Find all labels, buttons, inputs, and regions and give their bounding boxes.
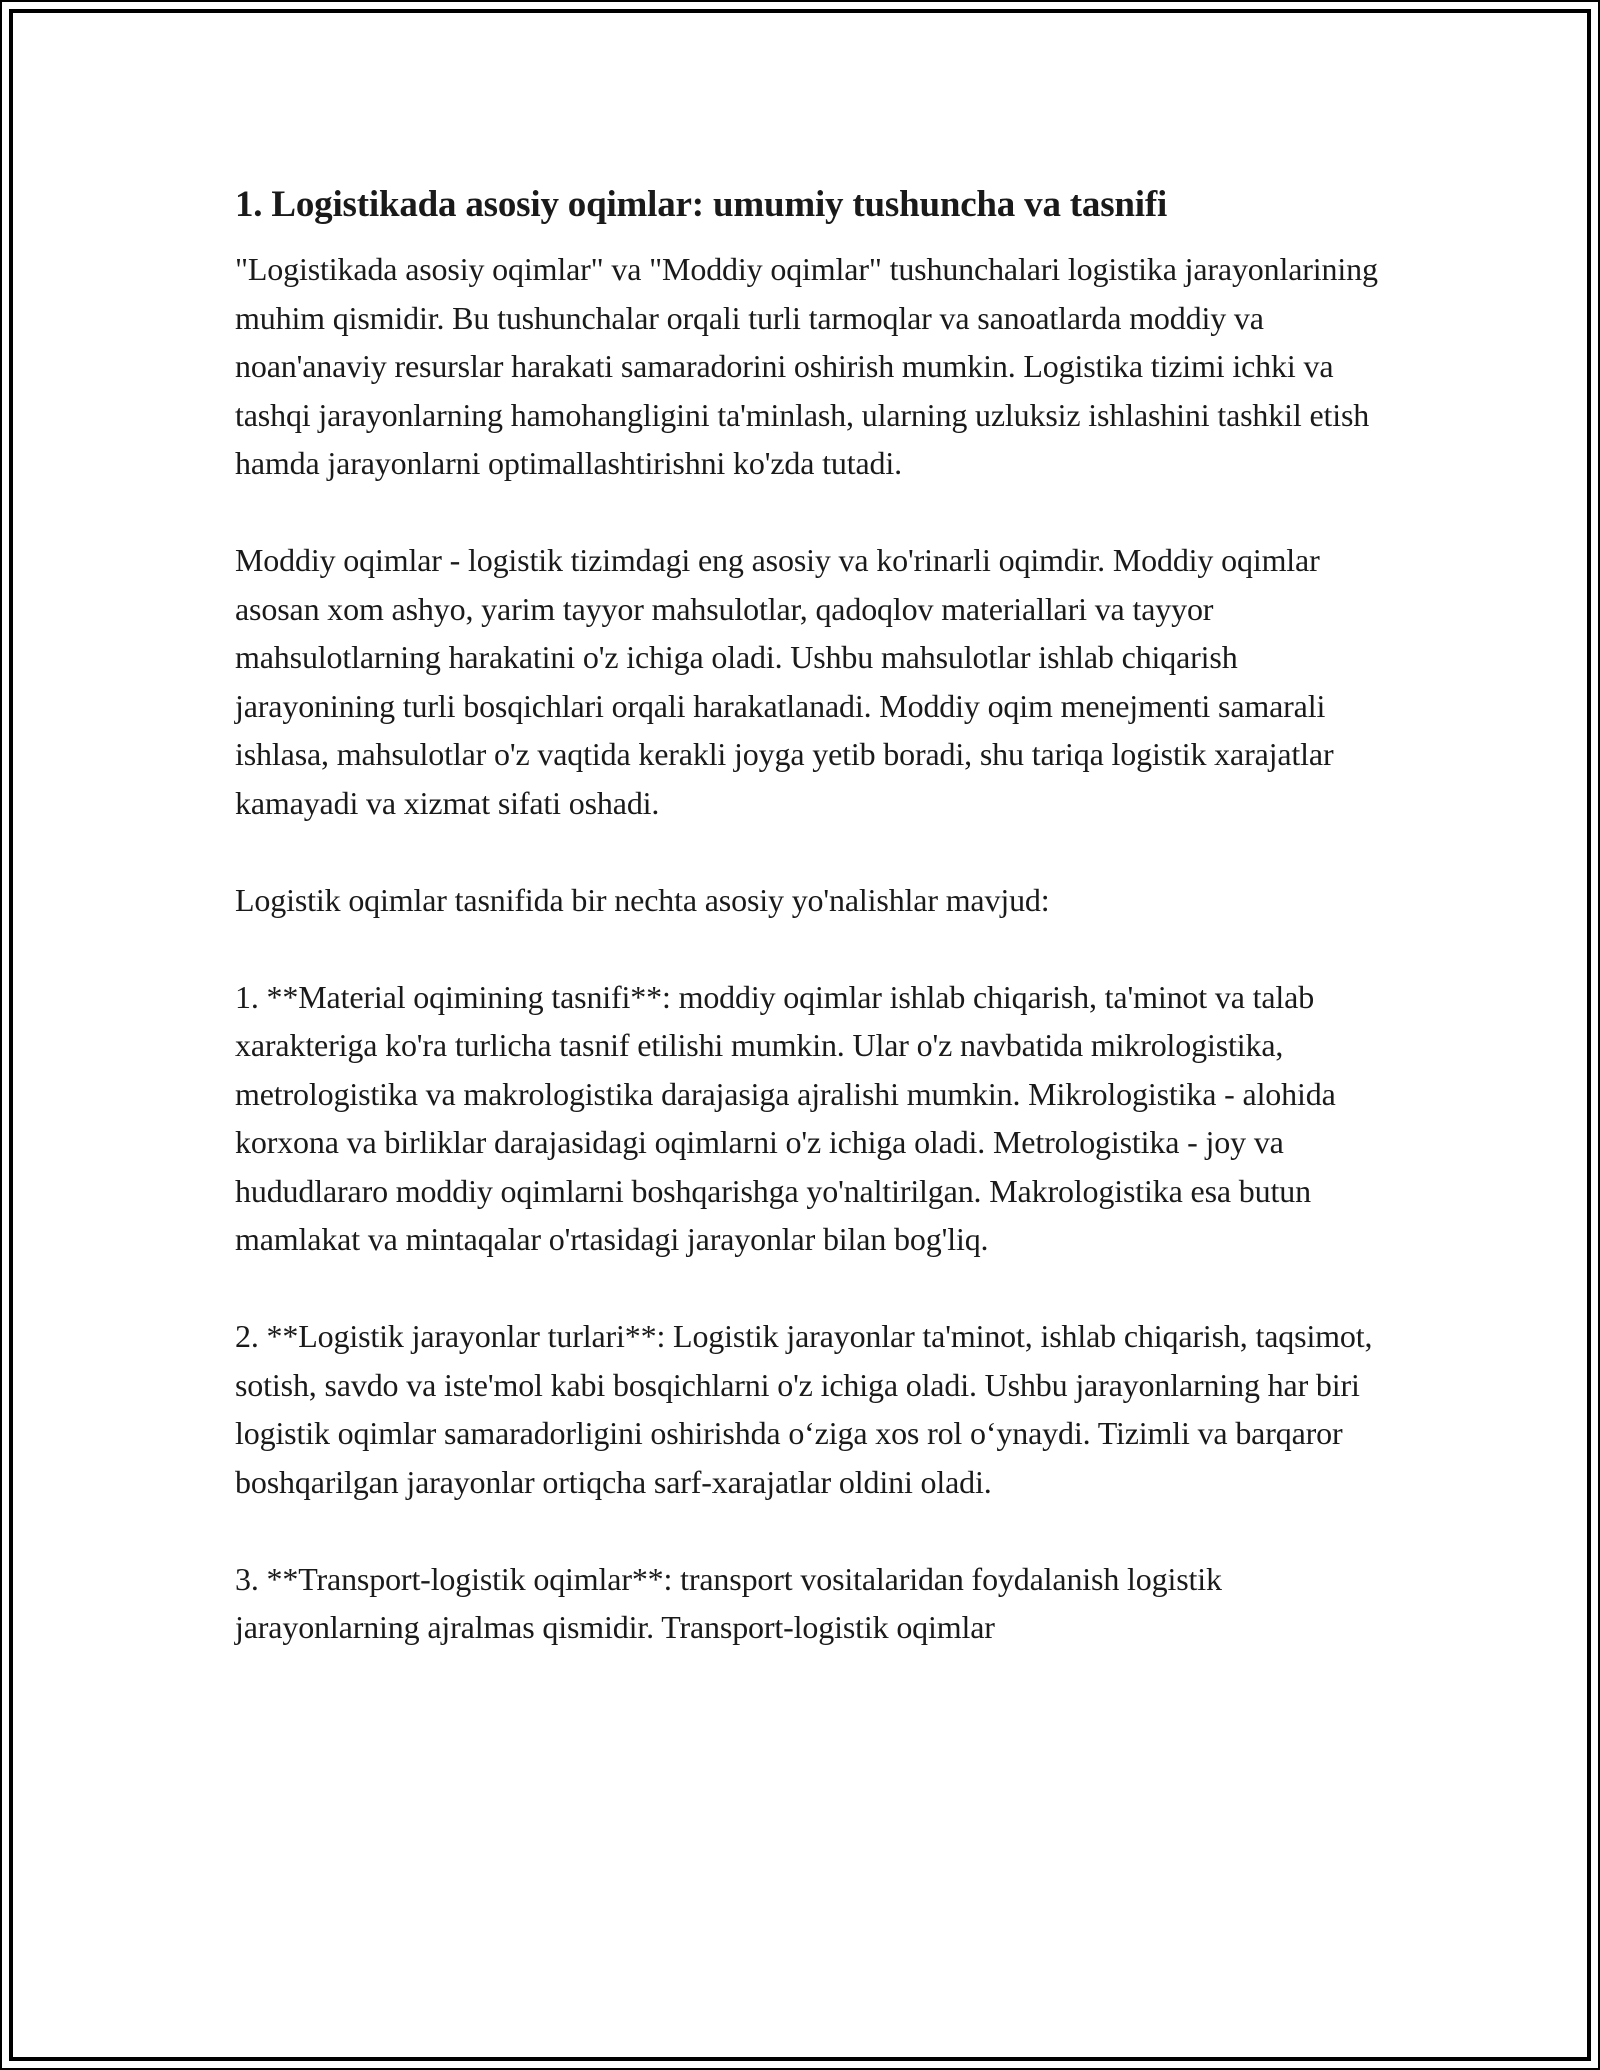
document-body [235, 183, 1385, 1700]
material-flows-paragraph: Moddiy oqimlar - logistik tizimdagi eng asosiy va ko'rinarli oqimdir. Moddiy oqimlar asosan xom ashyo, yarim tayyor mahsulotlar, qadoqlov materiallari va tayyor mahsulotlarning harakatini o'z ichiga oladi. Ushbu mahsulotlar ishlab chiqarish jarayonining turli bosqichlari orqali harakatlanadi. Moddiy oqim menejmenti samarali ishlasa, mahsulotlar o'z vaqtida kerakli joyga yetib boradi, shu tariqa logistik xarajatlar kamayadi va xizmat sifati oshadi. [235, 542, 1334, 821]
list-item-material-flow: 1. **Material oqimining tasnifi**: moddiy oqimlar ishlab chiqarish, ta'minot va talab xarakteriga ko'ra turlicha tasnif etilishi mumkin. Ular o'z navbatida mikrologistika, metrologistika va makrologistika darajasiga ajralishi mumkin. Mikrologistika - alohida korxona va birliklar darajasidagi oqimlarni o'z ichiga oladi. Metrologistika - joy va hududlararo moddiy oqimlarni boshqarishga yo'naltirilgan. Makrologistika esa butun mamlakat va mintaqalar o'rtasidagi jarayonlar bilan bog'liq. [235, 978, 1336, 1258]
list-item-logistic-processes: 2. **Logistik jarayonlar turlari**: Logistik jarayonlar ta'minot, ishlab chiqarish, taqsimot, sotish, savdo va iste'mol kabi bosqichlarni o'z ichiga oladi. Ushbu jarayonlarning har biri logistik oqimlar samaradorligini oshirishda o‘ziga xos rol o‘ynaydi. Tizimli va barqaror boshqarilgan jarayonlar ortiqcha sarf-xarajatlar oldini oladi. [235, 1318, 1373, 1500]
section-title: 1. Logistikada asosiy oqimlar: umumiy tushuncha va tasnifi [235, 184, 1168, 225]
intro-paragraph: "Logistikada asosiy oqimlar" va "Moddiy oqimlar" tushunchalari logistika jarayonlarining muhim qismidir. Bu tushunchalar orqali turli tarmoqlar va sanoatlarda moddiy va noan'anaviy resurslar harakati samaradorini oshirish mumkin. Logistika tizimi ichki va tashqi jarayonlarning hamohangligini ta'minlash, ularning uzluksiz ishlashini tashkil etish hamda jarayonlarni optimallashtirishni ko'zda tutadi. [235, 251, 1378, 482]
list-item-transport-logistics: 3. **Transport-logistik oqimlar**: transport vositalaridan foydalanish logistik jarayonlarning ajralmas qismidir. Transport-logistik oqimlar [235, 1560, 1222, 1646]
classification-intro-paragraph: Logistik oqimlar tasnifida bir nechta asosiy yo'nalishlar mavjud: [235, 881, 1050, 918]
